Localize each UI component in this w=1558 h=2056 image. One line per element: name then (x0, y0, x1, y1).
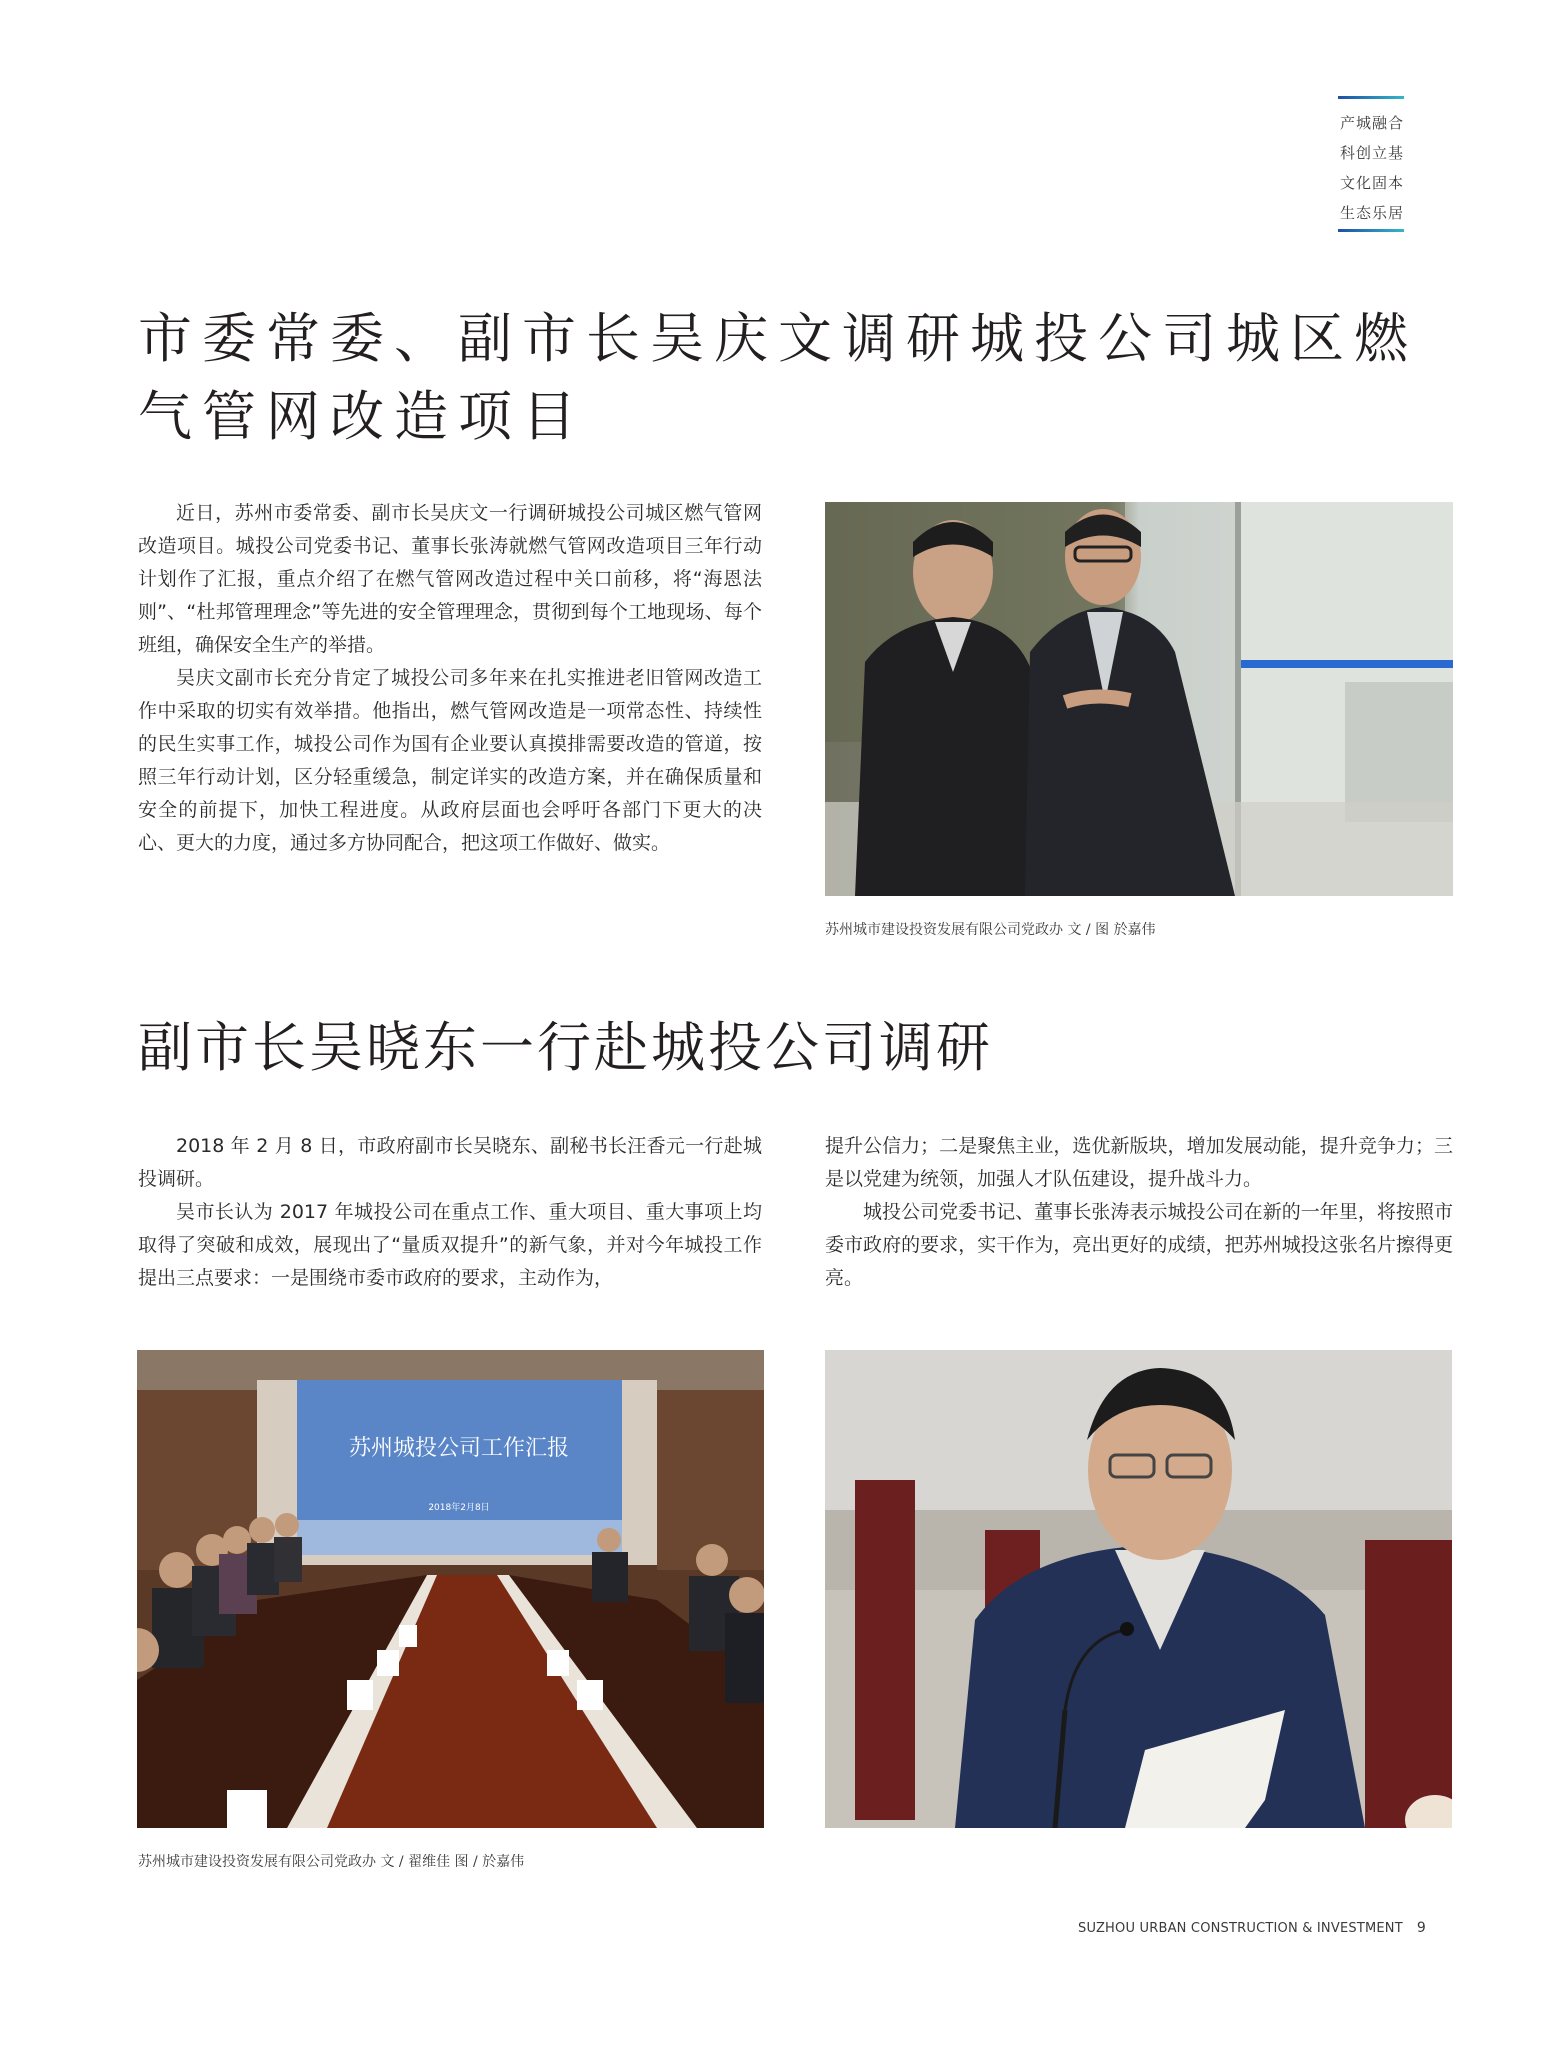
article1-paragraph: 近日，苏州市委常委、副市长吴庆文一行调研城投公司城区燃气管网改造项目。城投公司党委书记、董事长张涛就燃气管网改造项目三年行动计划作了汇报，重点介绍了在燃气管网改造过程中关口前移，将“海恩法则”、“杜邦管理理念”等先进的安全管理理念，贯彻到每个工地现场、每个班组，确保安全生产的举措。 (138, 502, 762, 656)
article2-paragraph: 2018 年 2 月 8 日，市政府副市长吴晓东、副秘书长汪香元一行赴城投调研。 (138, 1135, 762, 1190)
page-number: 9 (1416, 1920, 1426, 1936)
section-tag: 文化固本 (1340, 174, 1405, 192)
article2-title: 副市长吴晓东一行赴城投公司调研 (138, 1016, 993, 1079)
article1-photo-caption: 苏州城市建设投资发展有限公司党政办 文 / 图 於嘉伟 (825, 922, 1156, 938)
article1-title (138, 300, 1458, 456)
section-tag: 生态乐居 (1340, 204, 1405, 222)
publication-name: SUZHOU URBAN CONSTRUCTION & INVESTMENT (1078, 1921, 1403, 1936)
tag-rule-bottom (1338, 229, 1404, 232)
section-tag: 科创立基 (1340, 144, 1405, 162)
article2-photo-caption: 苏州城市建设投资发展有限公司党政办 文 / 翟维佳 图 / 於嘉伟 (138, 1854, 525, 1870)
screen-title: 苏州城投公司工作汇报 (348, 1436, 570, 1461)
page-footer (1078, 1920, 1426, 1936)
screen-date: 2018年2月8日 (428, 1503, 490, 1513)
article2-body-right (825, 1130, 1453, 1295)
speaker-photo (825, 1350, 1452, 1828)
article1-photo (825, 502, 1453, 896)
article2-paragraph-continued: 提升公信力；二是聚焦主业，选优新版块，增加发展动能，提升竞争力；三是以党建为统领，加强人才队伍建设，提升战斗力。 (825, 1135, 1453, 1190)
article1-title-line1: 市委常委、副市长吴庆文调研城投公司城区燃 (138, 307, 1418, 370)
section-tags (1340, 108, 1430, 228)
article1-body (138, 497, 762, 860)
article2-body-left (138, 1130, 762, 1295)
tag-rule-top (1338, 96, 1404, 99)
article2-paragraph: 吴市长认为 2017 年城投公司在重点工作、重大项目、重大事项上均取得了突破和成效，展现出了“量质双提升”的新气象，并对今年城投工作提出三点要求：一是围绕市委市政府的要求，主动作为， (138, 1201, 762, 1289)
article1-paragraph: 吴庆文副市长充分肯定了城投公司多年来在扎实推进老旧管网改造工作中采取的切实有效举措。他指出，燃气管网改造是一项常态性、持续性的民生实事工作，城投公司作为国有企业要认真摸排需要改造的管道，按照三年行动计划，区分轻重缓急，制定详实的改造方案，并在确保质量和安全的前提下，加快工程进度。从政府层面也会呼吁各部门下更大的决心、更大的力度，通过多方协同配合，把这项工作做好、做实。 (138, 667, 762, 854)
article1-title-line2: 气管网改造项目 (138, 385, 586, 448)
section-tag: 产城融合 (1340, 114, 1405, 132)
article2-paragraph: 城投公司党委书记、董事长张涛表示城投公司在新的一年里，将按照市委市政府的要求，实干作为，亮出更好的成绩，把苏州城投这张名片擦得更亮。 (825, 1201, 1453, 1289)
meeting-room-photo (137, 1350, 764, 1828)
